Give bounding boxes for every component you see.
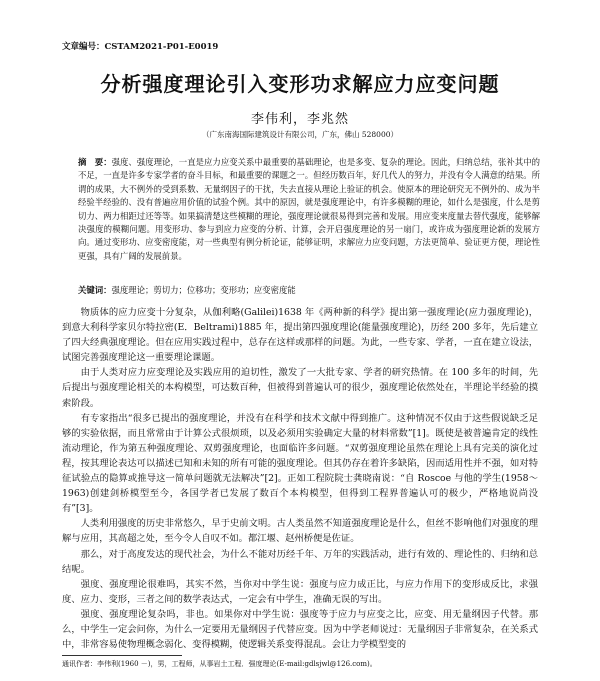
paragraph-3: 有专家指出“很多已提出的强度理论，并没有在科学和技术文献中得到推广。这种情况不仅由于这些假说缺乏足够的实验依据，而且常常由于计算公式很烦琐，以及必须用实验确定大量的材料常数”[1]。既使是被普遍肯定的线性流动理论，作为第五种强度理论、双剪强度理论，也面临许多问题。“双剪强度理论虽然在理论上具有完美的演化过程，按其理论表达可以描述已知和未知的所有可能的强度理论。但其仍存在着许多缺陷，因而适用性并不强，如对特征试验点的隐算或推导这一简单问题就无法解决”[2]。正如工程院院士龚晓南说：“自 Roscoe 与他的学生(1958～1963)创建剑桥模型至今，各国学者已发展了数百个本构模型，但得到工程界普遍认可的极少，严格地说尚没有”[3]。 bbox=[62, 412, 538, 515]
footnote-divider bbox=[62, 655, 182, 656]
paragraph-2: 由于人类对应力应变理论及实践应用的迫切性，激发了一大批专家、学者的研究热情。在 100 多年的时间，先后提出与强度理论相关的本构模型，可达数百种，但被得到普遍认可的很少，强度理论依然处在，半理论半经验的摸索阶段。 bbox=[62, 367, 538, 409]
abstract-label: 摘 要： bbox=[78, 157, 112, 167]
paragraph-7: 强度、强度理论复杂吗，非也。如果你对中学生说：强度等于应力与应变之比，应变、用无量纲因子代替。那么，中学生一定会问你，为什么一定要用无量纲因子代替应变。因为中学老师说过：无量纲因子非常复杂，在关系式中，非常容易使物理概念弱化、变得模糊，使逻辑关系变得混乱。会让力学模型变的 bbox=[62, 608, 538, 651]
paragraph-6: 强度、强度理论很难吗，其实不然，当你对中学生说：强度与应力成正比，与应力作用下的变形成反比，求强度、应力、变形，三者之间的数学表达式，一定会有中学生，准确无误的写出。 bbox=[62, 578, 538, 605]
keywords-label: 关键词： bbox=[78, 285, 112, 295]
paper-title: 分析强度理论引入变形功求解应力应变问题 bbox=[100, 72, 500, 96]
paragraph-5: 那么，对于高度发达的现代社会，为什么不能对历经千年、万年的实践活动，进行有效的、理论性的、归纳和总结呢。 bbox=[62, 548, 538, 575]
footnote: 通讯作者：李伟利(1960 －)，男，工程师，从事岩土工程．强度理论(E-mail:gdlsjwl@126.com)。 bbox=[62, 660, 377, 668]
article-number: 文章编号：CSTAM2021-P01-E0019 bbox=[62, 42, 219, 52]
author-list: 李伟利，李兆然 bbox=[250, 112, 349, 127]
abstract bbox=[78, 156, 540, 263]
keywords bbox=[78, 284, 540, 296]
body-text bbox=[62, 305, 538, 652]
affiliation: （广东南海国际建筑设计有限公司，广东，佛山 528000） bbox=[201, 130, 398, 139]
paragraph-4: 人类利用强度的历史非常悠久，早于史前文明。古人类虽然不知道强度理论是什么，但丝不影响他们对强度的理解与应用，其高超之处，至今令人自叹不如。都江堰、赵州桥便是佐证。 bbox=[62, 518, 538, 545]
paragraph-1: 物质体的应力应变十分复杂，从伽利略(Galilei)1638 年《两种新的科学》提出第一强度理论(应力强度理论)，到意大利科学家贝尔特拉密(E．Beltrami)1885 年，提出第四强度理论(能量强度理论)，历经 200 多年，先后建立了四大经典强度理论。但在应用实践过程中，总存在这样或那样的问题。为此，一些专家、学者，一直在建立设法，试图完善强度理论这一重要理论课题。 bbox=[62, 307, 538, 364]
keywords-text: 强度理论；剪切力；位移功；变形功；应变密度能 bbox=[111, 285, 296, 295]
abstract-text: 强度、强度理论，一直是应力应变关系中最重要的基础理论，也是多变、复杂的理论。因此，归纳总结，张补其中的不足，一直是许多专家学者的奋斗目标，和最重要的课题之一。但经历数百年，好几代人的努力，并没有令人满意的结果。所谓的成果，大不例外的受到系数、无量纲因子的干扰，失去直接从理论上验证的机会。使原本的理论研究无不例外的、成为半经验半经验的、没有普遍应用价值的试验个例。其中的原因，就是强度理论中，有许多模糊的理论，如什么是强度，什么是剪切力、两力相距过还等等。如果搞清楚这些模糊的理论，强度理论就很易得到完善和发展。用应变来度量去替代强度，能够解决强度的模糊问题。用变形功、参与到应力应变的分析、计算，会开启强度理论的另一扇门，或许成为强度理论新的发展方向。通过变形功、应变密度能，对一些典型有例分析论证，能够证明，求解应力应变问题，方法更简单、验证更方便，理论性更强，具有广阔的发展前景。 bbox=[78, 157, 541, 261]
